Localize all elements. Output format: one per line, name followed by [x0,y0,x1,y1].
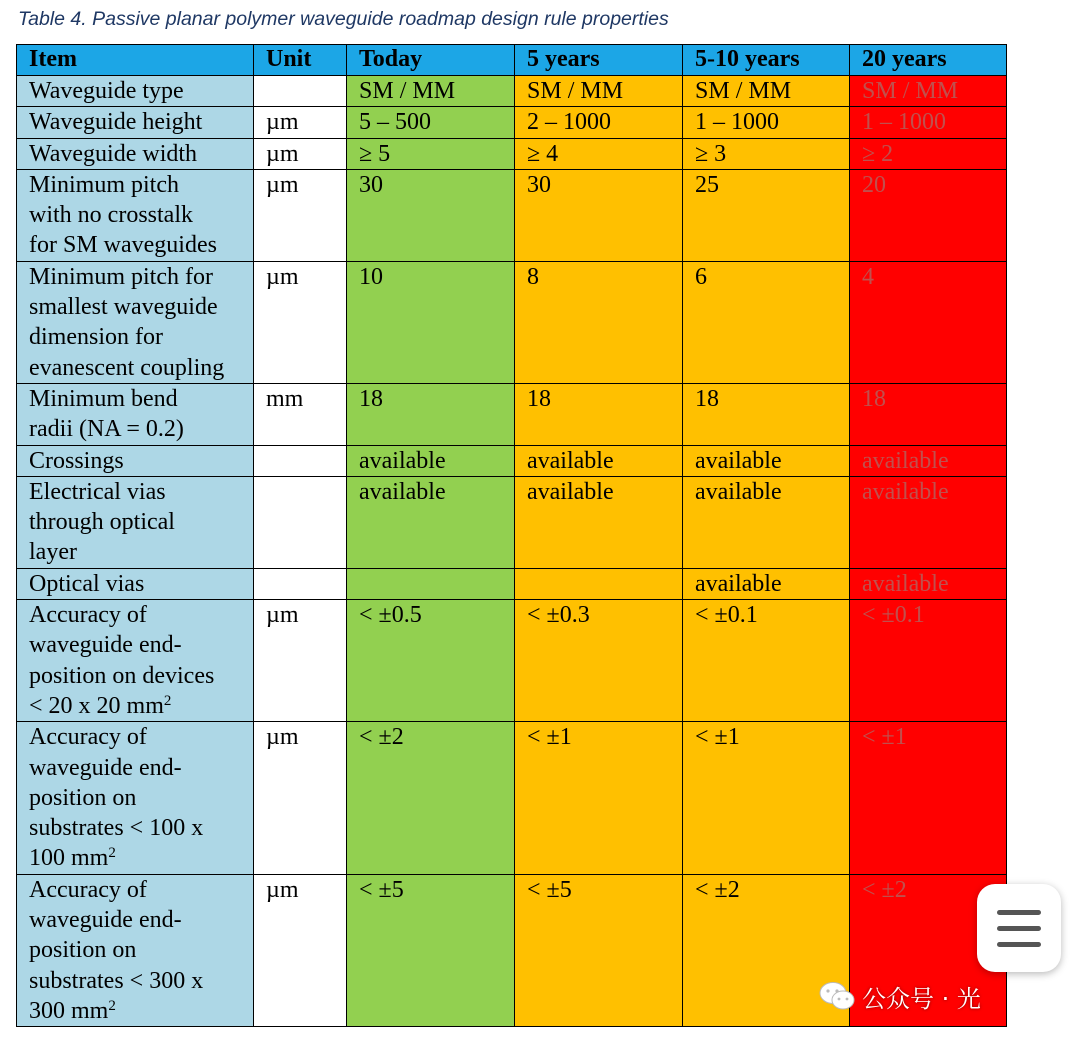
five-years-cell [515,568,683,599]
today-cell [347,445,515,476]
cell-line: Optical vias [29,570,145,597]
cell-line: smallest waveguide [29,294,218,321]
cell-line: < ±0.1 [862,602,925,629]
cell-line: 18 [862,385,886,412]
five-years-cell [515,874,683,1026]
table-row [17,445,1007,476]
today-cell [347,76,515,107]
wechat-icon [818,980,856,1012]
cell-line: 20 [862,171,886,198]
cell-line: 18 [695,385,719,412]
cell-line: position on [29,784,137,811]
cell-line: substrates < 300 x [29,967,204,994]
cell-line: waveguide end- [29,907,182,934]
five-ten-years-cell [683,76,850,107]
cell-line: 4 [862,263,874,290]
five-ten-years-cell [683,383,850,445]
cell-line: dimension for [29,324,163,351]
today-cell [347,138,515,169]
cell-text: mm [266,385,304,412]
twenty-years-cell [850,445,1007,476]
cell-text: µm [266,724,299,751]
five-years-cell [515,138,683,169]
cell-line: layer [29,539,77,566]
today-cell [347,261,515,383]
item-cell [17,138,254,169]
cell-line: 100 $mm^2$ [29,845,116,872]
today-cell [347,568,515,599]
header-today: Today [347,45,515,76]
table-row [17,383,1007,445]
unit-cell [254,722,347,874]
cell-line: < ±1 [527,724,572,751]
cell-line: for SM waveguides [29,232,217,259]
cell-line: ≥ 5 [359,140,391,167]
five-ten-years-cell [683,169,850,261]
cell-text: µm [266,263,299,290]
cell-line: Accuracy of [29,602,147,629]
unit-cell [254,169,347,261]
cell-line: < ±5 [359,876,404,903]
item-cell [17,76,254,107]
cell-text: µm [266,876,299,903]
unit-cell [254,383,347,445]
watermark [818,978,1048,1014]
cell-line: available [359,447,446,474]
twenty-years-cell [850,261,1007,383]
item-cell [17,169,254,261]
cell-line: < ±2 [862,876,907,903]
cell-line: Accuracy of [29,876,147,903]
cell-line: < ±2 [695,876,740,903]
five-years-cell [515,169,683,261]
item-cell [17,568,254,599]
cell-line: available [527,478,614,505]
cell-line: available [695,478,782,505]
table-caption: Table 4. Passive planar polymer waveguide roadmap design rule properties [18,8,669,30]
item-cell [17,874,254,1026]
cell-line: radii (NA = 0.2) [29,416,184,443]
cell-line: available [359,478,446,505]
cell-line: Minimum bend [29,385,178,412]
cell-line: Waveguide width [29,140,198,167]
cell-line: available [862,447,949,474]
twenty-years-cell [850,476,1007,568]
today-cell [347,476,515,568]
cell-line: 10 [359,263,383,290]
cell-line: < ±5 [527,876,572,903]
table-row [17,107,1007,138]
cell-line: SM / MM [359,78,456,104]
five-years-cell [515,600,683,722]
cell-line: waveguide end- [29,632,182,659]
cell-line: evanescent coupling [29,354,225,381]
cell-line: 25 [695,171,719,198]
five-years-cell [515,476,683,568]
item-cell [17,261,254,383]
unit-cell [254,600,347,722]
five-ten-years-cell [683,107,850,138]
five-years-cell [515,76,683,107]
five-years-cell [515,722,683,874]
five-ten-years-cell [683,445,850,476]
table-row [17,600,1007,722]
cell-line: < ±2 [359,724,404,751]
cell-text: µm [266,140,299,167]
cell-line: SM / MM [862,78,959,104]
cell-line: Minimum pitch for [29,263,213,290]
five-ten-years-cell [683,722,850,874]
header-20-years: 20 years [850,45,1007,76]
table-row [17,76,1007,107]
cell-line: SM / MM [695,78,792,104]
cell-line: 1 – 1000 [695,109,779,136]
cell-line: available [862,570,949,597]
watermark-text: 公众号 · 光 [862,984,981,1013]
item-cell [17,445,254,476]
cell-text: µm [266,171,299,198]
today-cell [347,383,515,445]
cell-line: 30 [359,171,383,198]
header-item: Item [17,45,254,76]
cell-line: position on [29,937,137,964]
table-row [17,568,1007,599]
twenty-years-cell [850,600,1007,722]
header-unit: Unit [254,45,347,76]
cell-line: position on devices [29,662,215,689]
table-row [17,476,1007,568]
five-years-cell [515,107,683,138]
cell-line: 18 [359,385,383,412]
cell-line: through optical [29,509,175,536]
item-cell [17,383,254,445]
twenty-years-cell [850,722,1007,874]
table-row [17,722,1007,874]
header-5-10-years: 5-10 years [683,45,850,76]
table-row [17,138,1007,169]
five-ten-years-cell [683,138,850,169]
cell-line: Accuracy of [29,724,147,751]
cell-line: 1 – 1000 [862,109,946,136]
cell-line: Electrical vias [29,478,166,505]
unit-cell [254,107,347,138]
menu-button[interactable] [977,884,1061,972]
cell-line: ≥ 2 [862,140,894,167]
cell-line: 5 – 500 [359,109,431,136]
cell-line: < ±1 [862,724,907,751]
header-row [17,45,1007,76]
cell-line: < ±0.5 [359,602,422,629]
cell-line: Minimum pitch [29,171,179,198]
cell-line: < 20 x 20 $mm^2$ [29,692,172,719]
table-row [17,261,1007,383]
five-years-cell [515,383,683,445]
cell-line: available [527,447,614,474]
unit-cell [254,568,347,599]
cell-line: < ±1 [695,724,740,751]
today-cell [347,722,515,874]
unit-cell [254,476,347,568]
cell-line: 8 [527,263,539,290]
today-cell [347,169,515,261]
unit-cell [254,261,347,383]
header-5-years: 5 years [515,45,683,76]
five-years-cell [515,261,683,383]
cell-line: Waveguide type [29,78,184,104]
item-cell [17,600,254,722]
unit-cell [254,138,347,169]
cell-line: Crossings [29,447,124,474]
cell-line: 18 [527,385,551,412]
item-cell [17,722,254,874]
twenty-years-cell [850,568,1007,599]
cell-line: with no crosstalk [29,202,193,229]
cell-line: 2 – 1000 [527,109,611,136]
twenty-years-cell [850,138,1007,169]
cell-line: available [695,447,782,474]
cell-line: ≥ 4 [527,140,559,167]
cell-line: < ±0.3 [527,602,590,629]
cell-text: µm [266,602,299,629]
cell-line: SM / MM [527,78,624,104]
five-years-cell [515,445,683,476]
cell-line: available [695,570,782,597]
five-ten-years-cell [683,600,850,722]
twenty-years-cell [850,169,1007,261]
twenty-years-cell [850,383,1007,445]
cell-line: < ±0.1 [695,602,758,629]
twenty-years-cell [850,107,1007,138]
five-ten-years-cell [683,261,850,383]
roadmap-table [16,44,1007,1027]
today-cell [347,107,515,138]
cell-line: ≥ 3 [695,140,727,167]
cell-line: available [862,478,949,505]
unit-cell [254,874,347,1026]
unit-cell [254,76,347,107]
item-cell [17,476,254,568]
cell-line: substrates < 100 x [29,815,204,842]
twenty-years-cell [850,76,1007,107]
cell-line: Waveguide height [29,109,203,136]
cell-text: µm [266,109,299,136]
table-row [17,169,1007,261]
today-cell [347,874,515,1026]
five-ten-years-cell [683,568,850,599]
cell-line: 300 $mm^2$ [29,997,116,1024]
five-ten-years-cell [683,476,850,568]
cell-line: 30 [527,171,551,198]
unit-cell [254,445,347,476]
cell-line: 6 [695,263,707,290]
item-cell [17,107,254,138]
cell-line: waveguide end- [29,754,182,781]
today-cell [347,600,515,722]
